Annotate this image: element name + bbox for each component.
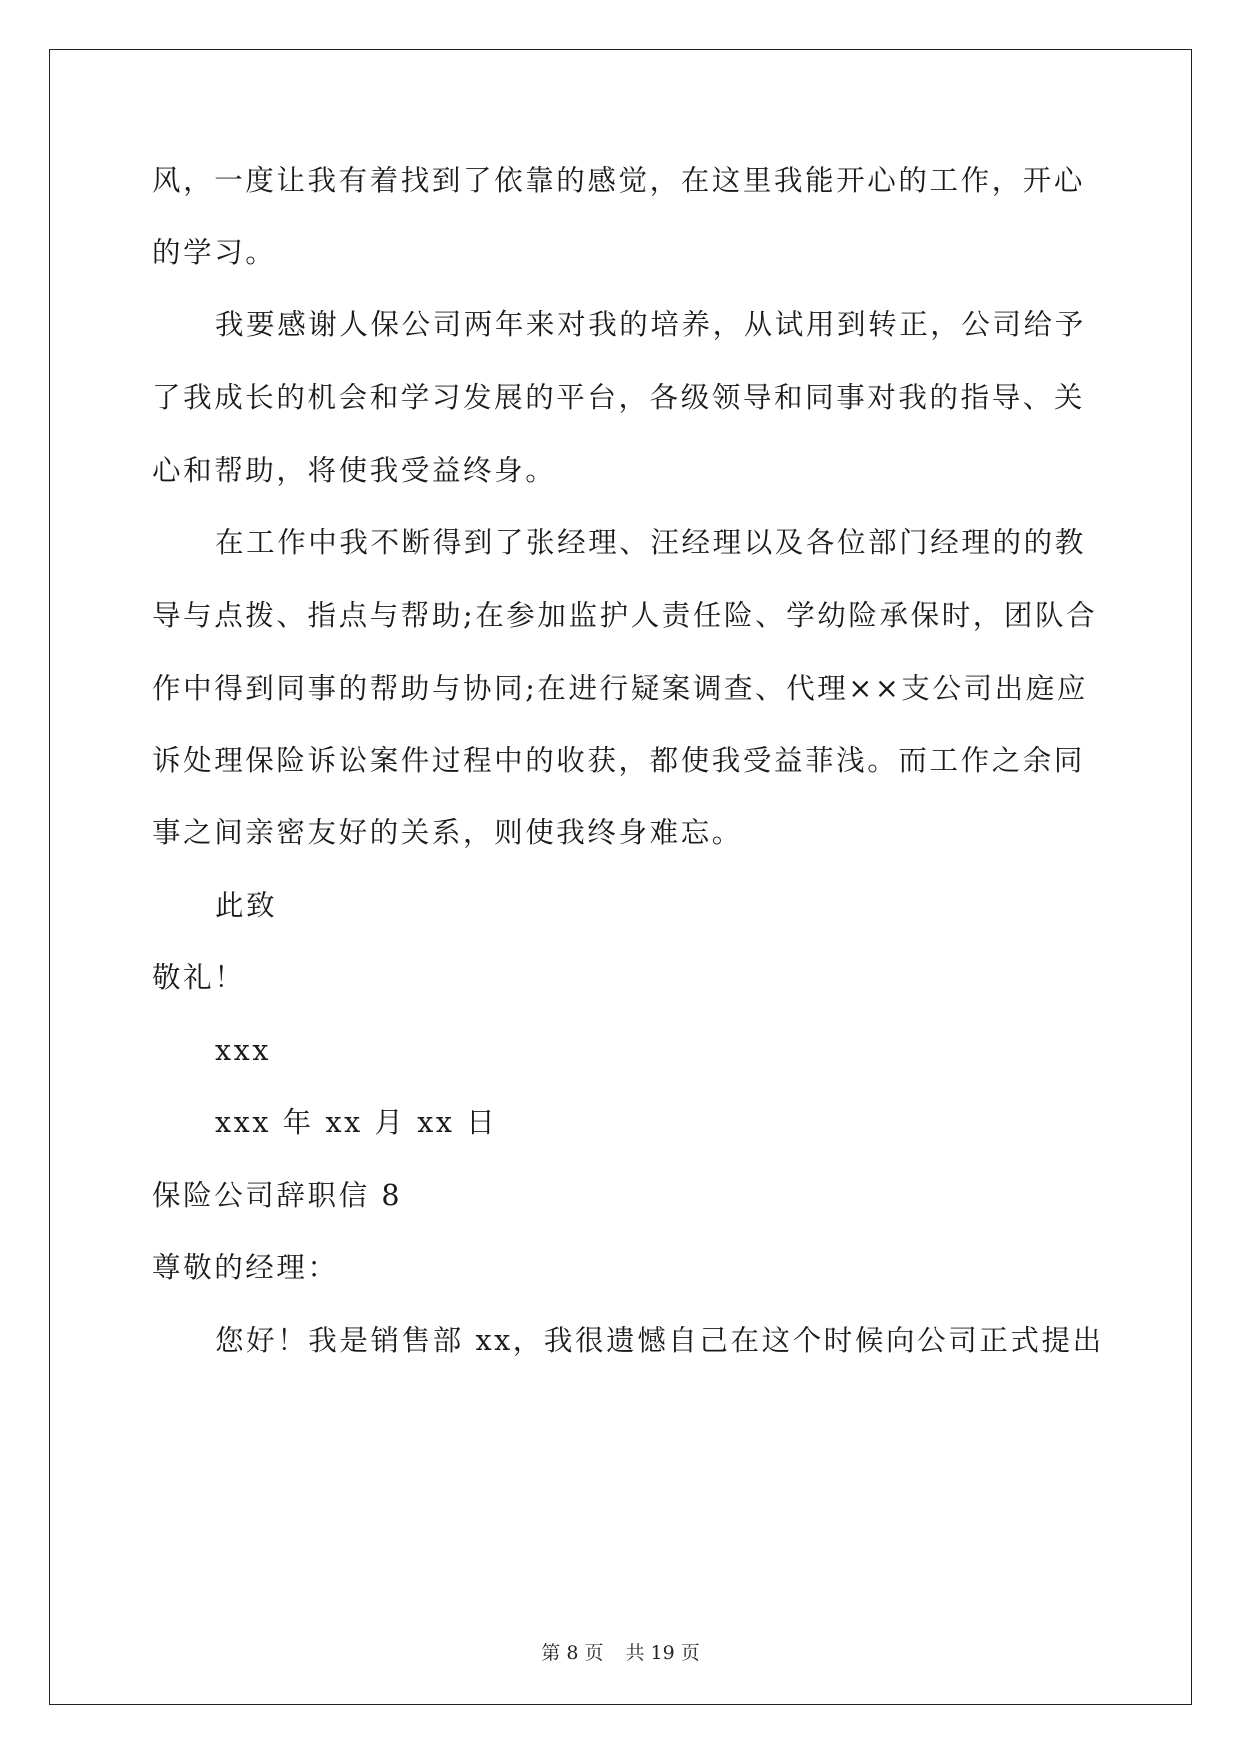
- text-line: 事之间亲密友好的关系，则使我终身难忘。: [152, 816, 743, 849]
- text-line: 导与点拨、指点与帮助;在参加监护人责任险、学幼险承保时，团队合: [152, 599, 1098, 632]
- text-line: 风，一度让我有着找到了依靠的感觉，在这里我能开心的工作，开心: [152, 164, 1086, 197]
- signature-date: xxx 年 xx 月 xx 日: [215, 1106, 498, 1139]
- page-number: 第 8 页: [541, 1642, 604, 1664]
- section-title: 保险公司辞职信 8: [152, 1179, 403, 1212]
- page-border: [49, 49, 1192, 1705]
- text-line: 了我成长的机会和学习发展的平台，各级领导和同事对我的指导、关: [152, 381, 1086, 414]
- closing-salutation: 此致: [215, 889, 278, 922]
- signature-name: xxx: [215, 1034, 272, 1067]
- text-line: 作中得到同事的帮助与协同;在进行疑案调查、代理××支公司出庭应: [152, 672, 1088, 705]
- letter-greeting: 尊敬的经理：: [152, 1251, 339, 1284]
- page-footer: [0, 1638, 1241, 1665]
- text-line: 的学习。: [152, 236, 277, 269]
- closing-regards: 敬礼！: [152, 961, 246, 994]
- text-line: 诉处理保险诉讼案件过程中的收获，都使我受益菲浅。而工作之余同: [152, 744, 1086, 777]
- paragraph-start: 在工作中我不断得到了张经理、汪经理以及各位部门经理的的教: [215, 526, 1086, 559]
- text-line: 心和帮助，将使我受益终身。: [152, 454, 557, 487]
- paragraph-start: 您好！我是销售部 xx，我很遗憾自己在这个时候向公司正式提出: [215, 1324, 1104, 1357]
- page-total: 共 19 页: [625, 1642, 700, 1664]
- paragraph-start: 我要感谢人保公司两年来对我的培养，从试用到转正，公司给予: [215, 308, 1086, 341]
